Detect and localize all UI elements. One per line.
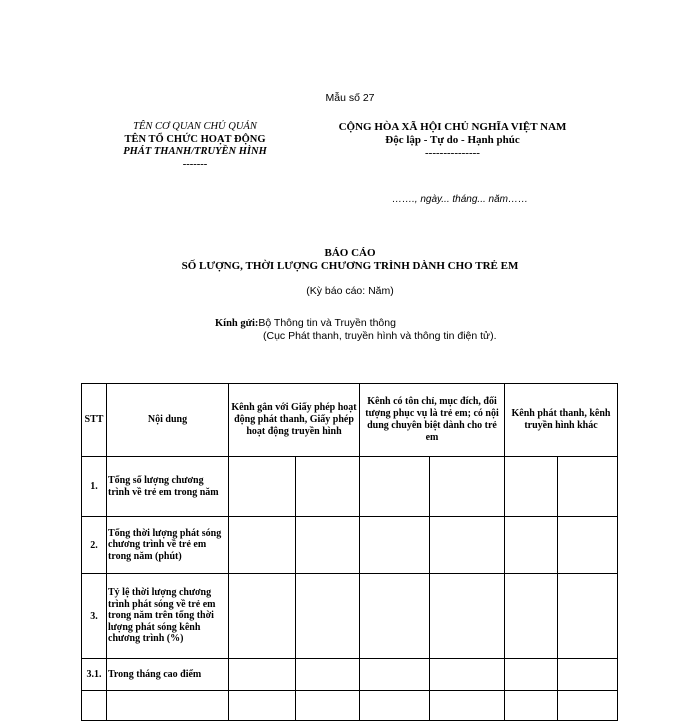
data-cell[interactable] [558, 517, 618, 574]
nation-motto: Độc lập - Tự do - Hạnh phúc [385, 134, 520, 146]
report-title [100, 247, 600, 273]
table-row [82, 517, 618, 574]
data-cell[interactable] [360, 659, 430, 691]
data-cell[interactable] [360, 457, 430, 517]
data-cell[interactable] [558, 659, 618, 691]
row-stt: 3. [82, 574, 107, 659]
national-header [310, 121, 595, 160]
data-cell[interactable] [229, 691, 296, 721]
report-title-main: BÁO CÁO [324, 247, 376, 259]
data-cell[interactable] [558, 457, 618, 517]
agency-divider: ------- [182, 158, 208, 170]
data-cell[interactable] [505, 457, 558, 517]
row-stt: 2. [82, 517, 107, 574]
nation-name: CỘNG HÒA XÃ HỘI CHỦ NGHĨA VIỆT NAM [338, 121, 567, 133]
data-cell[interactable] [430, 517, 505, 574]
data-cell[interactable] [430, 574, 505, 659]
data-cell[interactable] [505, 659, 558, 691]
agency-org-name: TÊN TỔ CHỨC HOẠT ĐỘNG [124, 133, 266, 145]
row-content [107, 691, 229, 721]
data-cell[interactable] [558, 574, 618, 659]
data-cell[interactable] [558, 691, 618, 721]
data-cell[interactable] [296, 517, 360, 574]
date-line: ……., ngày... tháng... năm…… [392, 194, 528, 205]
table-row [82, 691, 618, 721]
report-period: (Kỳ báo cáo: Năm) [306, 285, 394, 297]
data-cell[interactable] [430, 691, 505, 721]
data-cell[interactable] [229, 457, 296, 517]
agency-parent-name: TÊN CƠ QUAN CHỦ QUẢN [133, 121, 257, 132]
data-cell[interactable] [296, 659, 360, 691]
table-row [82, 659, 618, 691]
data-cell[interactable] [505, 574, 558, 659]
data-cell[interactable] [360, 517, 430, 574]
row-stt: 3.1. [82, 659, 107, 691]
data-cell[interactable] [505, 691, 558, 721]
data-cell[interactable] [229, 574, 296, 659]
recipient-block [215, 317, 497, 343]
recipient-label: Kính gửi: [215, 318, 259, 329]
row-content: Tỷ lệ thời lượng chương trình phát sóng về trẻ em trong năm trên tổng thời lượng phát sóng kênh chương trình (%) [107, 574, 229, 659]
row-content: Trong tháng cao điểm [107, 659, 229, 691]
row-content: Tổng thời lượng phát sóng chương trình về trẻ em trong năm (phút) [107, 517, 229, 574]
row-content: Tổng số lượng chương trình về trẻ em trong năm [107, 457, 229, 517]
table-row [82, 457, 618, 517]
data-cell[interactable] [296, 457, 360, 517]
report-title-sub: SỐ LƯỢNG, THỜI LƯỢNG CHƯƠNG TRÌNH DÀNH CHO TRẺ EM [181, 260, 519, 272]
data-cell[interactable] [505, 517, 558, 574]
data-cell[interactable] [296, 574, 360, 659]
header-stt: STT [82, 384, 107, 457]
form-number: Mẫu số 27 [325, 92, 375, 104]
header-licensed-channels: Kênh gắn với Giấy phép hoạt động phát thanh, Giấy phép hoạt động truyền hình [229, 384, 360, 457]
nation-divider: --------------- [425, 147, 480, 159]
agency-org-type: PHÁT THANH/TRUYỀN HÌNH [123, 146, 267, 157]
data-cell[interactable] [229, 517, 296, 574]
data-cell[interactable] [296, 691, 360, 721]
report-table [81, 383, 618, 721]
table-row [82, 574, 618, 659]
header-children-channels: Kênh có tôn chỉ, mục đích, đối tượng phục vụ là trẻ em; có nội dung chuyên biệt dành cho trẻ em [360, 384, 505, 457]
recipient-name: Bộ Thông tin và Truyền thông [258, 317, 396, 329]
row-stt [82, 691, 107, 721]
header-content: Nội dung [107, 384, 229, 457]
data-cell[interactable] [430, 457, 505, 517]
data-cell[interactable] [360, 574, 430, 659]
agency-header [95, 121, 295, 171]
table-header-row [82, 384, 618, 457]
data-cell[interactable] [430, 659, 505, 691]
data-cell[interactable] [360, 691, 430, 721]
row-stt: 1. [82, 457, 107, 517]
recipient-department: (Cục Phát thanh, truyền hình và thông tin điện tử). [263, 330, 497, 342]
data-cell[interactable] [229, 659, 296, 691]
header-other-channels: Kênh phát thanh, kênh truyền hình khác [505, 384, 618, 457]
